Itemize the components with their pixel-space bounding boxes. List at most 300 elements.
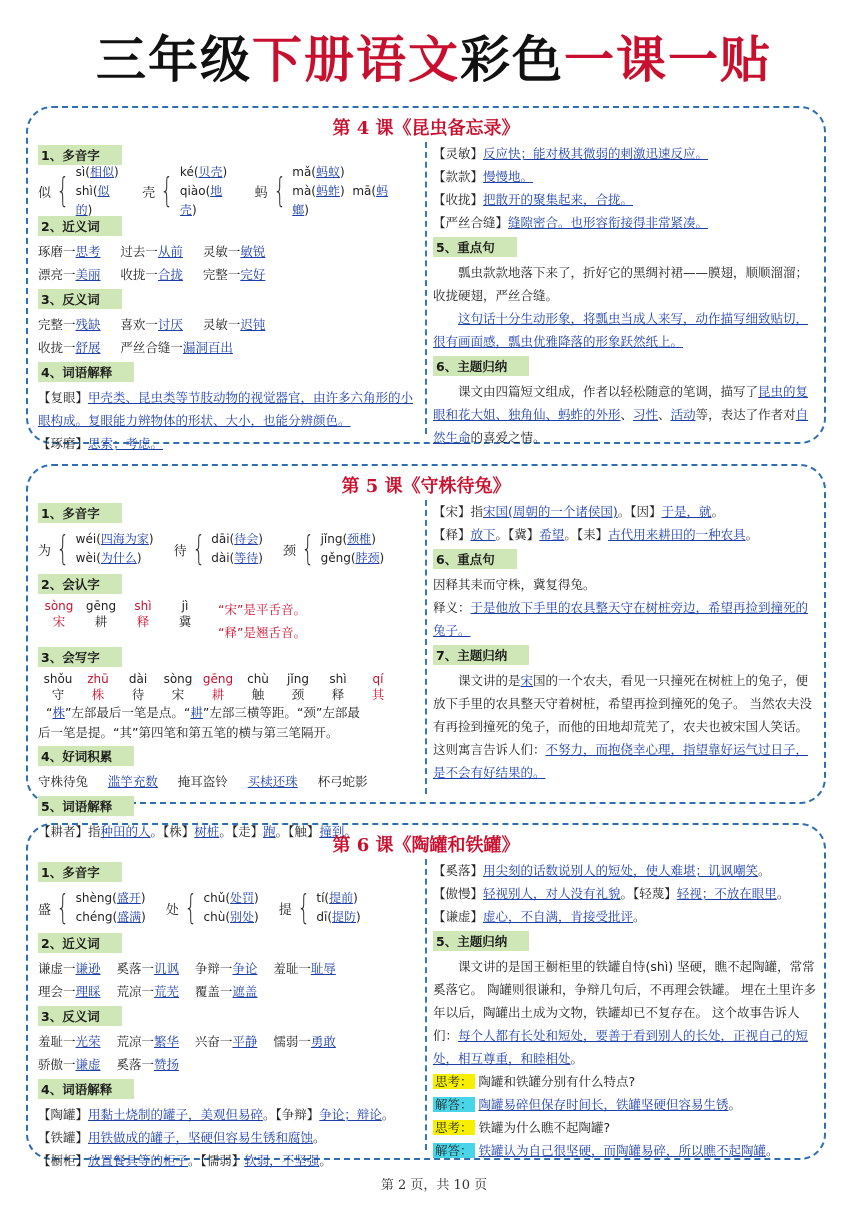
definition-term: 。 xyxy=(313,1130,326,1145)
definition-term: 【陶罐】 xyxy=(38,1107,89,1122)
polyphonic-group xyxy=(166,889,259,927)
polyphonic-readings xyxy=(292,163,398,220)
brace-icon: { xyxy=(301,529,315,569)
key-sentence: 瓢虫款款地落下来了，折好它的黑绸衬裙——膜翅，顺顺溜溜；收拢硬翅，严丝合缝。 xyxy=(433,265,809,303)
word-pair: 完整一 xyxy=(38,317,76,332)
theme-keyword: 活动 xyxy=(670,407,696,422)
synonym-row xyxy=(38,957,418,980)
definition-term: 。 xyxy=(745,527,759,542)
word-pair-answer: 漏洞百出 xyxy=(182,340,233,355)
word-pair: 严丝合缝一 xyxy=(120,340,183,355)
definition xyxy=(433,188,817,211)
reading-pinyin: dāi( xyxy=(211,532,235,546)
character: 释 xyxy=(331,687,345,702)
word-pair-answer: 合拢 xyxy=(157,267,183,282)
section-header: 3、反义词 xyxy=(38,1006,122,1026)
answer xyxy=(433,1139,817,1162)
reading: wèi(为什么) xyxy=(75,551,142,565)
word-pair-answer: 敏锐 xyxy=(240,244,266,259)
polyphonic-char: 为 xyxy=(38,543,52,559)
lesson-5-left-column xyxy=(38,500,418,843)
word-pair-answer: 舒展 xyxy=(75,340,101,355)
definition xyxy=(433,165,817,188)
section-header: 2、近义词 xyxy=(38,933,122,953)
reading: wéi(四海为家) xyxy=(75,532,154,546)
writing-note xyxy=(38,703,418,723)
lesson-6-panel xyxy=(26,823,826,1168)
page-footer: 第 2 页，共 10 页 xyxy=(380,1178,488,1193)
polyphonic-group xyxy=(38,530,154,568)
polyphonic-char: 似 xyxy=(38,185,52,201)
definition-term: 【傲慢】 xyxy=(433,886,484,901)
word-pair: 灵敏一 xyxy=(202,317,241,332)
definition xyxy=(433,523,817,546)
reading-pinyin: dī( xyxy=(316,910,333,924)
note: “宋”是平舌音。 xyxy=(218,602,306,617)
reading-pinyin: gěng( xyxy=(320,551,356,565)
definition-text: 甲壳类、昆虫类等节肢动物的视觉器官，由许多六角形的小眼构成。复眼能力辨物体的形状、大小，也能分辨颜色。 xyxy=(38,390,414,428)
section-header: 4、词语解释 xyxy=(38,362,134,382)
answer-label: 解答： xyxy=(435,1097,473,1112)
note-keyword: 耕 xyxy=(190,705,203,720)
antonym-row xyxy=(38,1030,418,1053)
definition xyxy=(38,1126,418,1149)
polyphonic-group xyxy=(283,530,384,568)
polyphonic-group xyxy=(255,163,398,220)
key-sentence: 因释其耒而守株，冀复得兔。 xyxy=(433,577,596,592)
polyphonic-char: 颈 xyxy=(282,543,296,559)
char-row xyxy=(38,687,418,703)
polyphonic-char: 处 xyxy=(165,902,179,918)
reading-pinyin: wèi( xyxy=(75,551,101,565)
definition xyxy=(38,386,418,432)
character: 冀 xyxy=(178,614,192,629)
definition-term: 。 xyxy=(633,909,646,924)
reading-word: 蚂蚁 xyxy=(316,164,341,179)
antonym-row xyxy=(38,1053,418,1076)
polyphonic-group xyxy=(174,530,263,568)
polyphonic-char: 蚂 xyxy=(254,185,268,201)
definition-term: 【谦虚】 xyxy=(433,909,484,924)
polyphonic-readings xyxy=(76,889,146,927)
idiom-row xyxy=(38,770,418,793)
pinyin: jì xyxy=(181,599,189,613)
question xyxy=(433,1116,817,1139)
section-header: 6、重点句 xyxy=(433,549,517,569)
character: 待 xyxy=(131,687,145,702)
theme-keyword: 习性 xyxy=(633,407,659,422)
definition-text: 种田的人 xyxy=(100,824,151,839)
definition-term: 【释】 xyxy=(433,527,471,542)
definition-term: 。【触】 xyxy=(275,824,320,839)
think-label: 思考： xyxy=(435,1120,473,1135)
polyphonic-group xyxy=(142,163,234,220)
definition xyxy=(38,1103,418,1126)
definition-term: 【收拢】 xyxy=(433,192,484,207)
answer-text: 铁罐认为自己很坚硬，而陶罐易碎，所以瞧不起陶罐 xyxy=(478,1143,767,1158)
title-part-4: 一课一贴 xyxy=(564,30,772,89)
idiom: 滥竽充数 xyxy=(107,774,158,789)
pinyin: qí xyxy=(372,672,384,686)
idiom: 杯弓蛇影 xyxy=(317,774,368,789)
word-pair: 喜欢一 xyxy=(120,317,158,332)
definition xyxy=(433,211,817,234)
section-header: 2、近义词 xyxy=(38,216,122,236)
question-text: 陶罐和铁罐分别有什么特点? xyxy=(478,1074,636,1089)
word-pair: 兴奋一 xyxy=(194,1034,233,1049)
pronunciation-notes xyxy=(218,598,306,644)
word-pair: 收拢一 xyxy=(38,340,76,355)
synonym-row xyxy=(38,240,418,263)
reading-word: 处罚 xyxy=(230,891,255,905)
reading-word: 待会 xyxy=(234,532,259,546)
polyphonic-readings xyxy=(180,163,235,220)
reading: dài(等待) xyxy=(211,551,263,565)
character: 触 xyxy=(251,687,265,702)
section-header: 7、主题归纳 xyxy=(433,645,529,665)
definition-text: 放下 xyxy=(470,527,496,542)
answer-label: 解答： xyxy=(435,1143,473,1158)
reading-word: 四海为家 xyxy=(100,532,149,546)
pinyin: gēng xyxy=(85,599,117,613)
word-pair-answer: 遮盖 xyxy=(232,984,258,999)
definition-term: 。【冀】 xyxy=(495,527,540,542)
word-pair-answer: 讥讽 xyxy=(153,961,179,976)
polyphonic-readings xyxy=(76,163,123,220)
note-text: ”左部最后一笔是点。“ xyxy=(64,705,191,720)
reading-word: 贝壳 xyxy=(198,164,223,179)
char-row xyxy=(38,614,208,630)
polyphonic-readings xyxy=(204,889,259,927)
theme-keyword: 昆虫的复眼和花大姐、独角仙、蚂蚱的外形 xyxy=(433,384,809,422)
pinyin: jǐng xyxy=(287,672,309,686)
note-text: “ xyxy=(45,705,53,720)
word-pair: 收拢一 xyxy=(120,267,158,282)
section-header: 4、词语解释 xyxy=(38,1079,134,1099)
pinyin: dài xyxy=(128,672,148,686)
definition-text: 跑 xyxy=(263,824,276,839)
title-part-3: 彩色 xyxy=(460,30,564,89)
definition-term: 【铁罐】 xyxy=(38,1130,89,1145)
section-header: 2、会认字 xyxy=(38,574,122,594)
reading-pinyin: qiào( xyxy=(179,183,211,198)
definition-term: 【灵敏】 xyxy=(433,146,484,161)
character: 颈 xyxy=(291,687,305,702)
answer-end: 。 xyxy=(728,1097,742,1112)
word-pair-answer: 残缺 xyxy=(75,317,101,332)
antonym-row xyxy=(38,336,418,359)
section-header: 1、多音字 xyxy=(38,145,122,165)
pinyin: sòng xyxy=(44,599,74,613)
reading: dāi(待会) xyxy=(211,532,263,546)
theme-text: 课文讲的是 xyxy=(458,673,521,688)
character: 守 xyxy=(51,687,65,702)
definition-term: 【奚落】 xyxy=(433,863,484,878)
theme-text: 课文由四篇短文组成，作者以轻松随意的笔调，描写了 xyxy=(458,384,759,399)
definition-term: 。 xyxy=(344,824,357,839)
antonym-row xyxy=(38,313,418,336)
reading-pinyin: dài( xyxy=(211,551,235,565)
idiom: 掩耳盗铃 xyxy=(177,774,228,789)
reading: dī(提防) xyxy=(316,910,361,924)
pinyin: shǒu xyxy=(43,672,73,686)
key-sentence-analysis: 这句话十分生动形象，将瓢虫当成人来写，动作描写细致贴切，很有画面感，瓢虫优雅降落的形象跃然纸上。 xyxy=(433,311,809,349)
reading: sì(相似) xyxy=(75,164,119,179)
definition-term: 【复眼】 xyxy=(38,390,89,405)
pinyin: zhū xyxy=(87,672,109,686)
definition-text: 撞到 xyxy=(319,824,345,839)
reading-pinyin: sì( xyxy=(75,164,90,179)
definition xyxy=(433,882,817,905)
writing-note: 后一笔是提。“其”第四笔和第五笔的横与第三笔隔开。 xyxy=(38,725,339,740)
lesson-4-left-column xyxy=(38,142,418,455)
definition-term: 。 xyxy=(381,1107,395,1122)
column-divider xyxy=(425,142,427,434)
analysis-label: 释义： xyxy=(433,600,471,615)
word-pair-answer: 赞扬 xyxy=(153,1057,179,1072)
section-header: 5、词语解释 xyxy=(38,796,134,816)
idiom: 守株待兔 xyxy=(38,774,89,789)
lesson-6-left-column xyxy=(38,859,418,1172)
reading: shì(似的) xyxy=(75,183,110,217)
lesson-5-right-column xyxy=(433,500,817,784)
pinyin: sòng xyxy=(163,672,193,686)
word-pair-answer: 平静 xyxy=(232,1034,258,1049)
definition-text: 把散开的聚集起来，合拢。 xyxy=(483,192,634,207)
word-pair-answer: 耻辱 xyxy=(310,961,336,976)
note: “释”是翘舌音。 xyxy=(218,625,306,640)
reading: gěng(脖颈) xyxy=(320,551,385,565)
definition-text: 古代用来耕田的一种农具 xyxy=(608,527,746,542)
reading: chù(别处) xyxy=(203,910,259,924)
word-pair-answer: 理睬 xyxy=(75,984,101,999)
reading-word: 颈椎 xyxy=(347,532,372,546)
character: 株 xyxy=(91,687,105,702)
polyphonic-char: 盛 xyxy=(38,902,52,918)
polyphonic-row xyxy=(38,164,418,217)
polyphonic-readings xyxy=(76,530,154,568)
reading: chéng(盛满) xyxy=(75,910,146,924)
synonym-row xyxy=(38,980,418,1003)
polyphonic-group xyxy=(38,163,122,220)
answer xyxy=(433,1093,817,1116)
recognize-chars xyxy=(38,598,418,644)
reading-pinyin: shèng( xyxy=(75,891,117,905)
brace-icon: { xyxy=(272,171,286,211)
answer-end: 。 xyxy=(766,1143,779,1158)
word-pair: 荒凉一 xyxy=(116,1034,154,1049)
theme-text: 国的一个农夫，看见一只撞死在树桩上的兔子，便放下手里的农具整天守着树桩，希望再捡到撞死的兔子。 当然农夫没有再捡到撞死的兔子，而他的田地却荒芜了，农夫也被宋国人笑话。 这则寓言告诉人们： xyxy=(433,673,812,757)
definition-text: 放置餐具等的柜子 xyxy=(88,1153,189,1168)
definition-term: 【严丝合缝】 xyxy=(433,215,509,230)
word-pair-answer: 讨厌 xyxy=(157,317,183,332)
definition-term: 。 xyxy=(758,863,771,878)
theme-text: 、 xyxy=(620,407,634,422)
lesson-6-title: 第 6 课《陶罐和铁罐》 xyxy=(332,835,520,856)
reading-word: 相似 xyxy=(89,164,114,179)
pinyin: shì xyxy=(329,672,347,686)
definition-term: 【琢磨】 xyxy=(38,436,89,451)
reading-word: 似的 xyxy=(75,183,110,217)
character: 释 xyxy=(136,614,150,629)
word-pair: 漂亮一 xyxy=(38,267,76,282)
polyphonic-readings xyxy=(321,530,385,568)
definition-text: 反应快；能对极其微弱的刺激迅速反应。 xyxy=(483,146,709,161)
word-pair-answer: 完好 xyxy=(240,267,266,282)
word-pair-answer: 荒芜 xyxy=(153,984,179,999)
definition-text: 宋国(周朝的一个诸侯国) xyxy=(483,504,618,519)
brace-icon: { xyxy=(56,529,70,569)
definition-term: 。【走】 xyxy=(219,824,264,839)
section-header: 3、会写字 xyxy=(38,647,122,667)
definition-text: 缝隙密合。也形容衔接得非常紧凑。 xyxy=(508,215,709,230)
think-label: 思考： xyxy=(435,1074,473,1089)
theme-text: 、 xyxy=(658,407,671,422)
definition-term: 【宋】指 xyxy=(433,504,484,519)
polyphonic-char: 壳 xyxy=(142,185,156,201)
reading: shèng(盛开) xyxy=(75,891,146,905)
word-pair: 理会一 xyxy=(38,984,76,999)
word-pair-answer: 争论 xyxy=(232,961,258,976)
theme-keyword: 每个人都有长处和短处，要善于看到别人的长处，正视自己的短处，相互尊重，和睦相处 xyxy=(433,1028,809,1066)
reading-word: 蚂蚱 xyxy=(316,183,341,198)
reading: jǐng(颈椎) xyxy=(320,532,376,546)
word-pair: 羞耻一 xyxy=(38,1034,76,1049)
word-pair: 荒凉一 xyxy=(116,984,154,999)
theme-text: 等，表达了作者对 xyxy=(695,407,796,422)
lesson-5-panel xyxy=(26,464,826,839)
polyphonic-char: 待 xyxy=(173,543,187,559)
column-divider xyxy=(425,500,427,794)
reading-pinyin: chéng( xyxy=(75,910,118,924)
theme-keyword: 不努力，而抱侥幸心理，指望靠好运气过日子，是不会有好结果的。 xyxy=(433,742,809,780)
reading-word: 等待 xyxy=(234,551,259,565)
reading: mǎ(蚂蚁) xyxy=(292,164,345,179)
key-sentence-analysis xyxy=(433,596,817,642)
page-title xyxy=(0,28,868,92)
definition-term: 【耕者】指 xyxy=(38,824,101,839)
section-header: 5、主题归纳 xyxy=(433,931,529,951)
definition-text: 轻视别人，对人没有礼貌 xyxy=(483,886,621,901)
question-text: 铁罐为什么瞧不起陶罐? xyxy=(478,1120,611,1135)
word-pair-answer: 谦虚 xyxy=(75,1057,101,1072)
definition-text: 慢慢地。 xyxy=(483,169,534,184)
word-pair: 完整一 xyxy=(202,267,241,282)
answer-text: 陶罐易碎但保存时间长，铁罐坚硬但容易生锈 xyxy=(478,1097,729,1112)
polyphonic-readings xyxy=(211,530,263,568)
theme-text: 课文讲的是国王橱柜里的铁罐自恃(shì) 坚硬，瞧不起陶罐，常常奚落它。 陶罐则很谦和，争辩几句后，不再理会铁罐。 埋在土里许多年以后，陶罐出土成为文物，铁罐却已不复存在。 这个故事告诉人们： xyxy=(433,959,816,1043)
definition-term: 。【株】 xyxy=(150,824,195,839)
reading-word: 脖颈 xyxy=(355,551,380,565)
definition-text: 希望 xyxy=(539,527,565,542)
reading-pinyin: mà( xyxy=(292,183,316,198)
definition-text: 用黏土烧制的罐子，美观但易碎 xyxy=(88,1107,264,1122)
definition xyxy=(433,905,817,928)
word-pair: 奚落一 xyxy=(116,1057,154,1072)
reading: qiào(地壳) xyxy=(179,183,223,217)
definition xyxy=(433,859,817,882)
pinyin: gēng xyxy=(202,672,234,686)
polyphonic-row xyxy=(38,527,418,571)
word-pair: 谦虚一 xyxy=(38,961,76,976)
reading: mà(蚂蚱) mā(蚂螂) xyxy=(292,183,389,217)
brace-icon: { xyxy=(297,888,311,928)
reading-pinyin: mǎ( xyxy=(292,164,316,179)
reading: ké(贝壳) xyxy=(179,164,228,179)
definition-text: 用铁做成的罐子，坚硬但容易生锈和腐蚀 xyxy=(88,1130,314,1145)
definition-text: 用尖刻的话数说别人的短处，使人难堪；讥讽嘲笑 xyxy=(483,863,759,878)
pinyin: shì xyxy=(134,599,152,613)
lesson-4-right-column xyxy=(433,142,817,449)
definition xyxy=(38,432,418,455)
theme-keyword: 自然生命 xyxy=(433,407,809,445)
polyphonic-readings xyxy=(316,889,360,927)
definition-term: 。【懦弱】 xyxy=(188,1153,245,1168)
polyphonic-char: 提 xyxy=(278,902,292,918)
reading-word: 提前 xyxy=(329,891,354,905)
definition-text: 虚心，不自满，肯接受批评 xyxy=(483,909,634,924)
brace-icon: { xyxy=(184,888,198,928)
word-pair-answer: 勇敢 xyxy=(310,1034,336,1049)
reading-pinyin: shì( xyxy=(75,183,98,198)
definition-term: 。【耒】 xyxy=(564,527,609,542)
reading-word: 蚂螂 xyxy=(292,183,389,217)
section-header: 3、反义词 xyxy=(38,289,122,309)
reading-pinyin: wéi( xyxy=(75,532,101,546)
question xyxy=(433,1070,817,1093)
definition-text: 争论；辩论 xyxy=(319,1107,382,1122)
section-header: 6、主题归纳 xyxy=(433,356,529,376)
word-pair-answer: 迟钝 xyxy=(240,317,266,332)
definition-term: 【款款】 xyxy=(433,169,484,184)
definition xyxy=(38,1149,418,1172)
definition-text: 于是，就 xyxy=(661,504,712,519)
brace-icon: { xyxy=(191,529,205,569)
theme-summary xyxy=(433,955,817,1070)
reading-pinyin: chù( xyxy=(203,910,231,924)
synonym-row xyxy=(38,263,418,286)
reading-word: 地壳 xyxy=(179,183,223,217)
word-pair: 琢磨一 xyxy=(38,244,76,259)
word-pair-answer: 繁华 xyxy=(153,1034,179,1049)
definition-term: 。【争辩】 xyxy=(263,1107,320,1122)
word-pair: 灵敏一 xyxy=(202,244,241,259)
theme-summary xyxy=(433,669,817,784)
idiom: 买椟还珠 xyxy=(247,774,298,789)
pinyin: chù xyxy=(247,672,269,686)
definition-term: 【橱柜】 xyxy=(38,1153,89,1168)
character: 宋 xyxy=(52,614,66,629)
character: 耕 xyxy=(94,614,108,629)
reading-pinyin: ké( xyxy=(179,164,199,179)
section-header: 1、多音字 xyxy=(38,862,122,882)
definition-term: 。 xyxy=(776,886,790,901)
reading-word: 提防 xyxy=(332,910,357,924)
reading-pinyin: jǐng( xyxy=(320,532,348,546)
section-header: 1、多音字 xyxy=(38,503,122,523)
theme-summary xyxy=(433,380,817,449)
polyphonic-group xyxy=(279,889,361,927)
definition-term: 。【因】 xyxy=(617,504,662,519)
definition-term: 。 xyxy=(319,1153,332,1168)
definition-text: 软弱，不坚强 xyxy=(244,1153,320,1168)
reading-pinyin: mā( xyxy=(352,183,377,198)
pinyin-row xyxy=(38,671,418,687)
section-header: 4、好词积累 xyxy=(38,746,134,766)
theme-text: 的喜爱之情。 xyxy=(470,430,546,445)
definition-text: 思索；考虑。 xyxy=(88,436,164,451)
note-text: ”左部三横等距。“颈”左部最 xyxy=(202,705,360,720)
